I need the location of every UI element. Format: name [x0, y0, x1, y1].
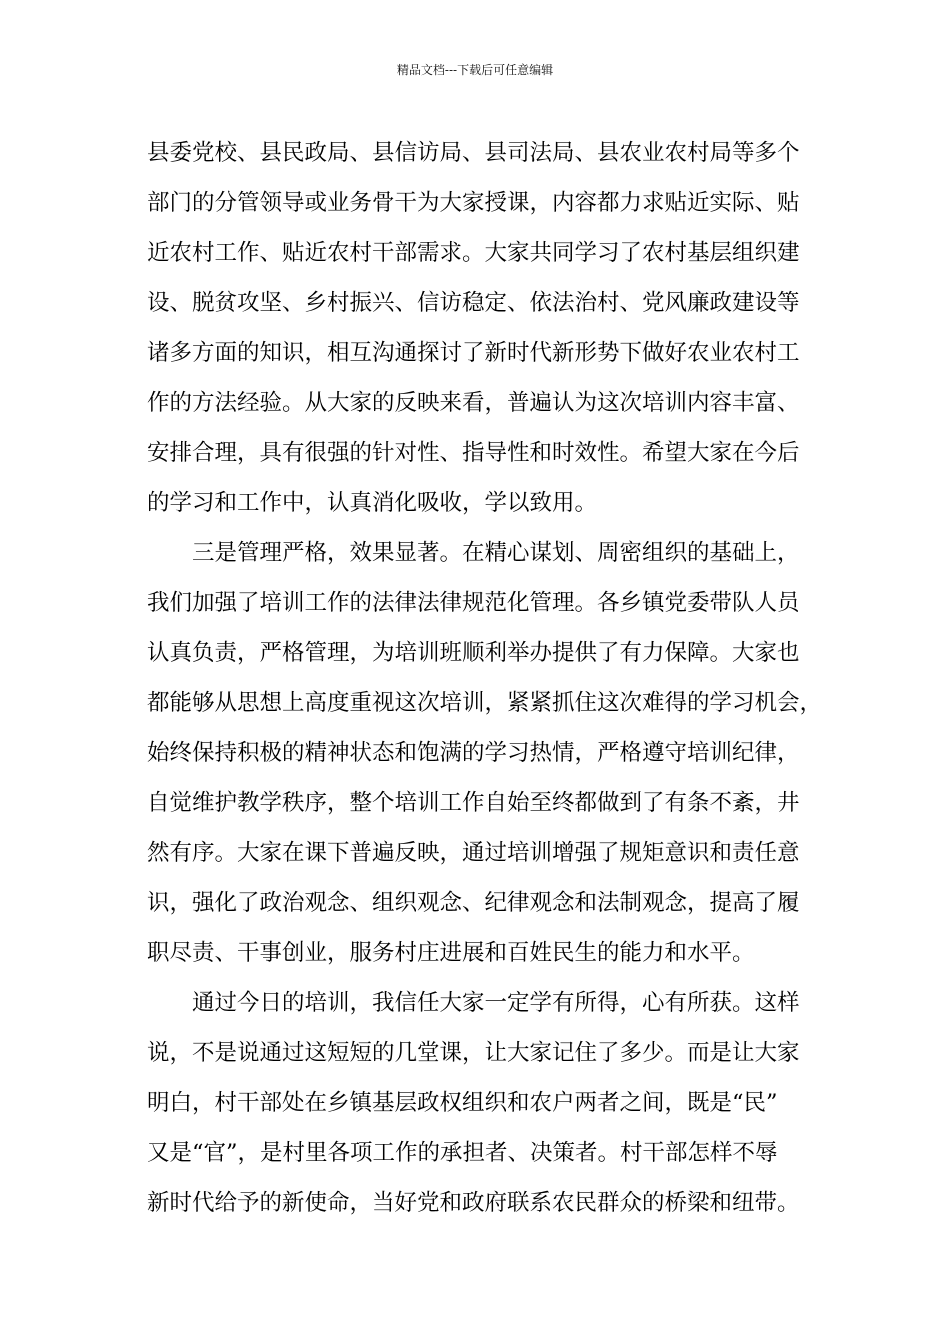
paragraph-start-line: 通过今日的培训，我信任大家一定学有所得，心有所获。这样 — [192, 990, 800, 1016]
text-line: 明白，村干部处在乡镇基层政权组织和农户两者之间，既是“民” — [147, 1090, 778, 1116]
text-line: 我们加强了培训工作的法律法律规范化管理。各乡镇党委带队人员 — [147, 590, 800, 616]
text-line: 部门的分管领导或业务骨干为大家授课，内容都力求贴近实际、贴 — [147, 190, 800, 216]
text-line: 的学习和工作中，认真消化吸收，学以致用。 — [147, 490, 598, 516]
text-line: 安排合理，具有很强的针对性、指导性和时效性。希望大家在今后 — [147, 440, 800, 466]
text-line: 又是“官”，是村里各项工作的承担者、决策者。村干部怎样不辱 — [147, 1140, 778, 1166]
page-header: 精品文档---下载后可任意编辑 — [396, 63, 554, 77]
text-line: 始终保持积极的精神状态和饱满的学习热情，严格遵守培训纪律， — [147, 740, 800, 766]
text-line: 设、脱贫攻坚、乡村振兴、信访稳定、依法治村、党风廉政建设等 — [147, 290, 800, 316]
text-line: 职尽责、干事创业，服务村庄进展和百姓民生的能力和水平。 — [147, 940, 755, 966]
paragraph-start-line: 三是管理严格，效果显著。在精心谋划、周密组织的基础上， — [192, 540, 800, 566]
text-line: 都能够从思想上高度重视这次培训，紧紧抓住这次难得的学习机会， — [147, 690, 823, 716]
text-line: 近农村工作、贴近农村干部需求。大家共同学习了农村基层组织建 — [147, 240, 800, 266]
text-line: 新时代给予的新使命，当好党和政府联系农民群众的桥梁和纽带。 — [147, 1190, 800, 1216]
text-line: 说，不是说通过这短短的几堂课，让大家记住了多少。而是让大家 — [147, 1040, 800, 1066]
text-line: 县委党校、县民政局、县信访局、县司法局、县农业农村局等多个 — [147, 140, 800, 166]
text-line: 识，强化了政治观念、组织观念、纪律观念和法制观念，提高了履 — [147, 890, 800, 916]
text-line: 作的方法经验。从大家的反映来看，普遍认为这次培训内容丰富、 — [147, 390, 800, 416]
text-line: 认真负责，严格管理，为培训班顺利举办提供了有力保障。大家也 — [147, 640, 800, 666]
document-body — [147, 128, 837, 1228]
text-line: 然有序。大家在课下普遍反映，通过培训增强了规矩意识和责任意 — [147, 840, 800, 866]
text-line: 自觉维护教学秩序，整个培训工作自始至终都做到了有条不紊，井 — [147, 790, 800, 816]
text-line: 诸多方面的知识，相互沟通探讨了新时代新形势下做好农业农村工 — [147, 340, 800, 366]
